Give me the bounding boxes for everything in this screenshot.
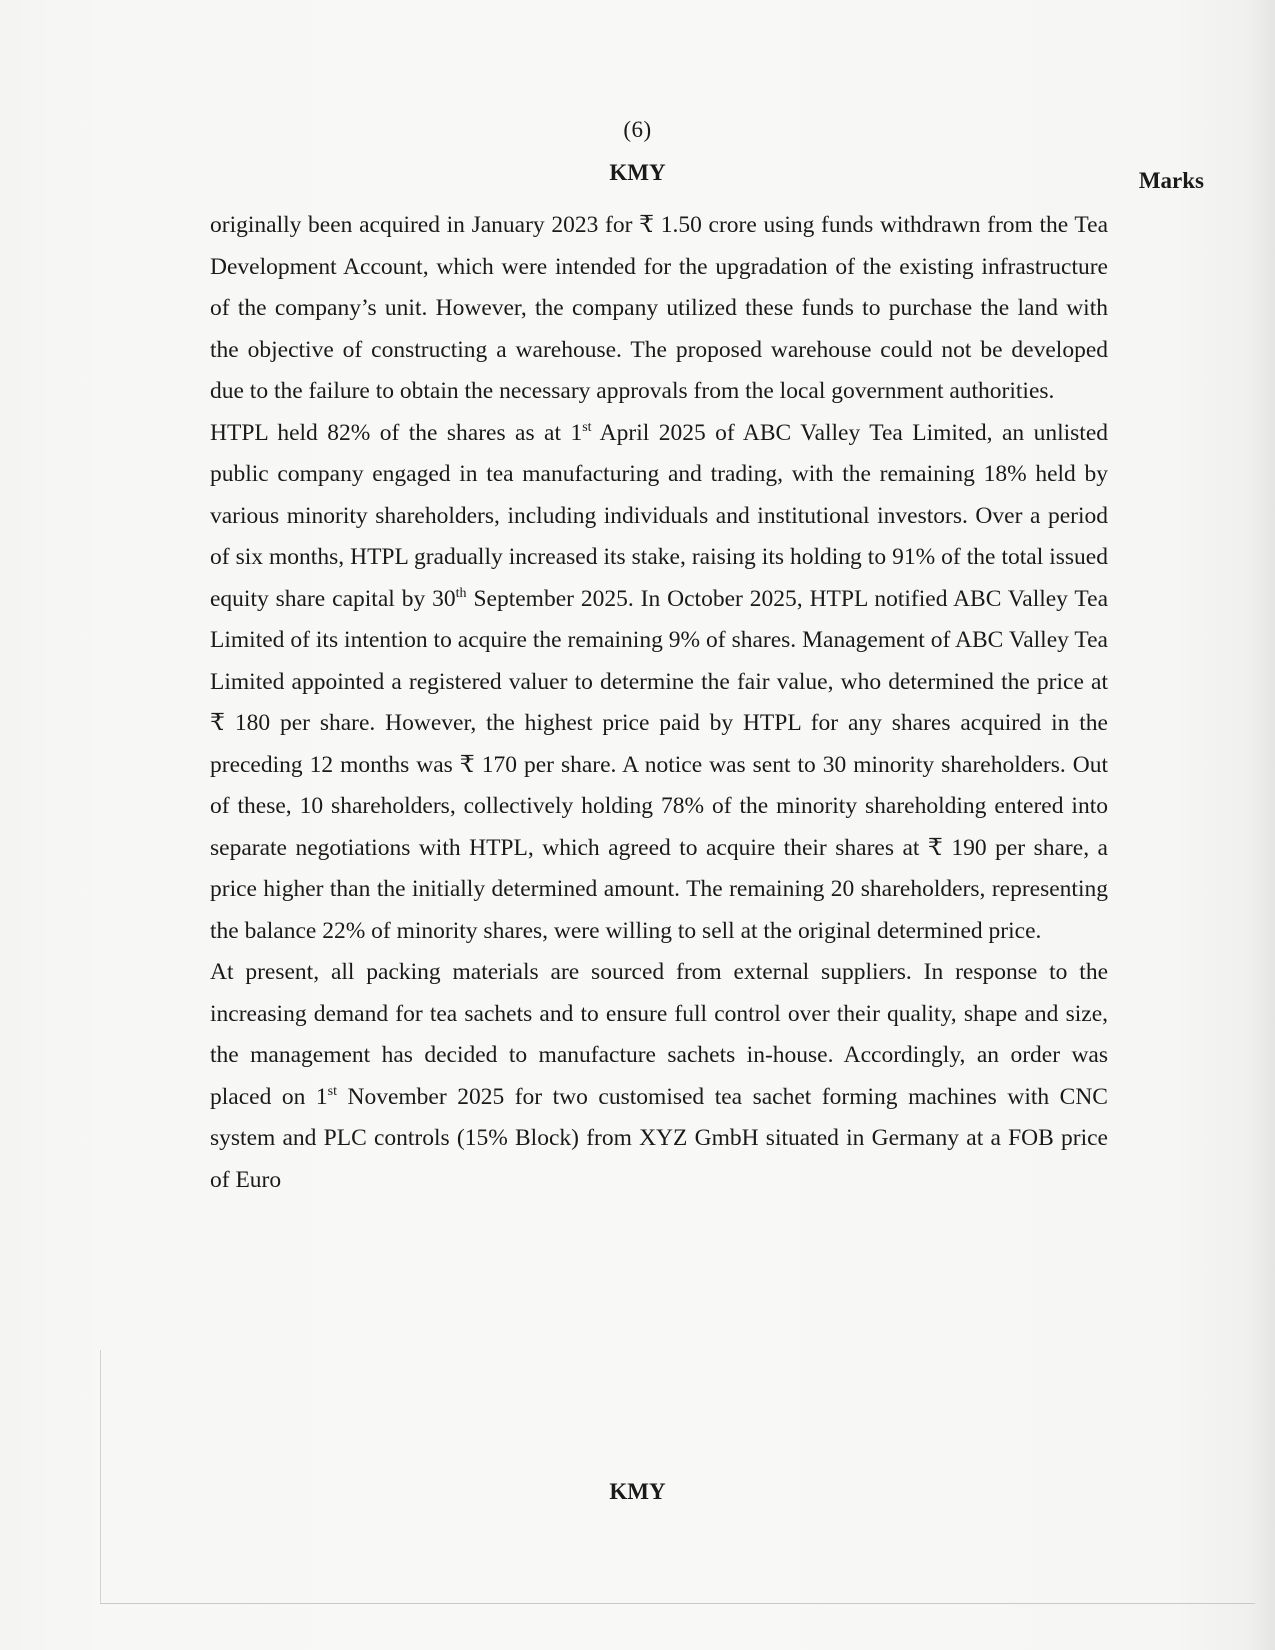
page-edge-shadow <box>1247 0 1275 1650</box>
footer-paper-code: KMY <box>609 1479 666 1504</box>
binding-margin-line <box>100 1350 101 1603</box>
paragraph-text: At present, all packing materials are sourced from external suppliers. In response to the increasing demand for tea sachets and to ensure full control over their quality, shape and size, the management has decided to manufacture sachets in-house. Accordingly, an order was placed on 1 <box>210 959 1108 1110</box>
paragraph-packing-materials <box>210 952 1108 1201</box>
paragraph-share-acquisition <box>210 413 1108 953</box>
ordinal-superscript: th <box>455 585 467 601</box>
paragraph-text: HTPL held 82% of the shares as at 1 <box>210 419 583 446</box>
ordinal-superscript: st <box>582 419 592 435</box>
paragraph-land-acquisition <box>210 205 1108 413</box>
question-body <box>210 205 1108 1201</box>
paragraph-text: originally been acquired in January 2023 for ₹ 1.50 crore using funds withdrawn from the Tea Development Account, which were intended for the upgradation of the existing infrastructure of the company’s unit. However, the company utilized these funds to purchase the land with the objective of constructing a warehouse. The proposed warehouse could not be developed due to the failure to obtain the necessary approvals from the local government authorities. <box>210 212 1108 404</box>
paragraph-text: April 2025 of ABC Valley Tea Limited, an unlisted public company engaged in tea manufacturing and trading, with the remaining 18% held by various minority shareholders, including individuals and institutional investors. Over a period of six months, HTPL gradually increased its stake, raising its holding to 91% of the total issued equity share capital by 30 <box>210 419 1108 612</box>
header-paper-code: KMY <box>609 160 666 185</box>
marks-column-heading: Marks <box>1138 168 1204 193</box>
paragraph-text: September 2025. In October 2025, HTPL notified ABC Valley Tea Limited of its intention to acquire the remaining 9% of shares. Management of ABC Valley Tea Limited appointed a registered valuer to determine the fair value, who determined the price at ₹ 180 per share. However, the highest price paid by HTPL for any shares acquired in the preceding 12 months was ₹ 170 per share. A notice was sent to 30 minority shareholders. Out of these, 10 shareholders, collectively holding 78% of the minority shareholding entered into separate negotiations with HTPL, which agreed to acquire their shares at ₹ 190 per share, a price higher than the initially determined amount. The remaining 20 shareholders, representing the balance 22% of minority shares, were willing to sell at the original determined price. <box>210 585 1109 944</box>
page-number: (6) <box>623 117 652 142</box>
paragraph-text: November 2025 for two customised tea sachet forming machines with CNC system and PLC controls (15% Block) from XYZ GmbH situated in Germany at a FOB price of Euro <box>210 1083 1108 1193</box>
ordinal-superscript: st <box>327 1083 337 1099</box>
page-bottom-edge <box>100 1603 1255 1604</box>
